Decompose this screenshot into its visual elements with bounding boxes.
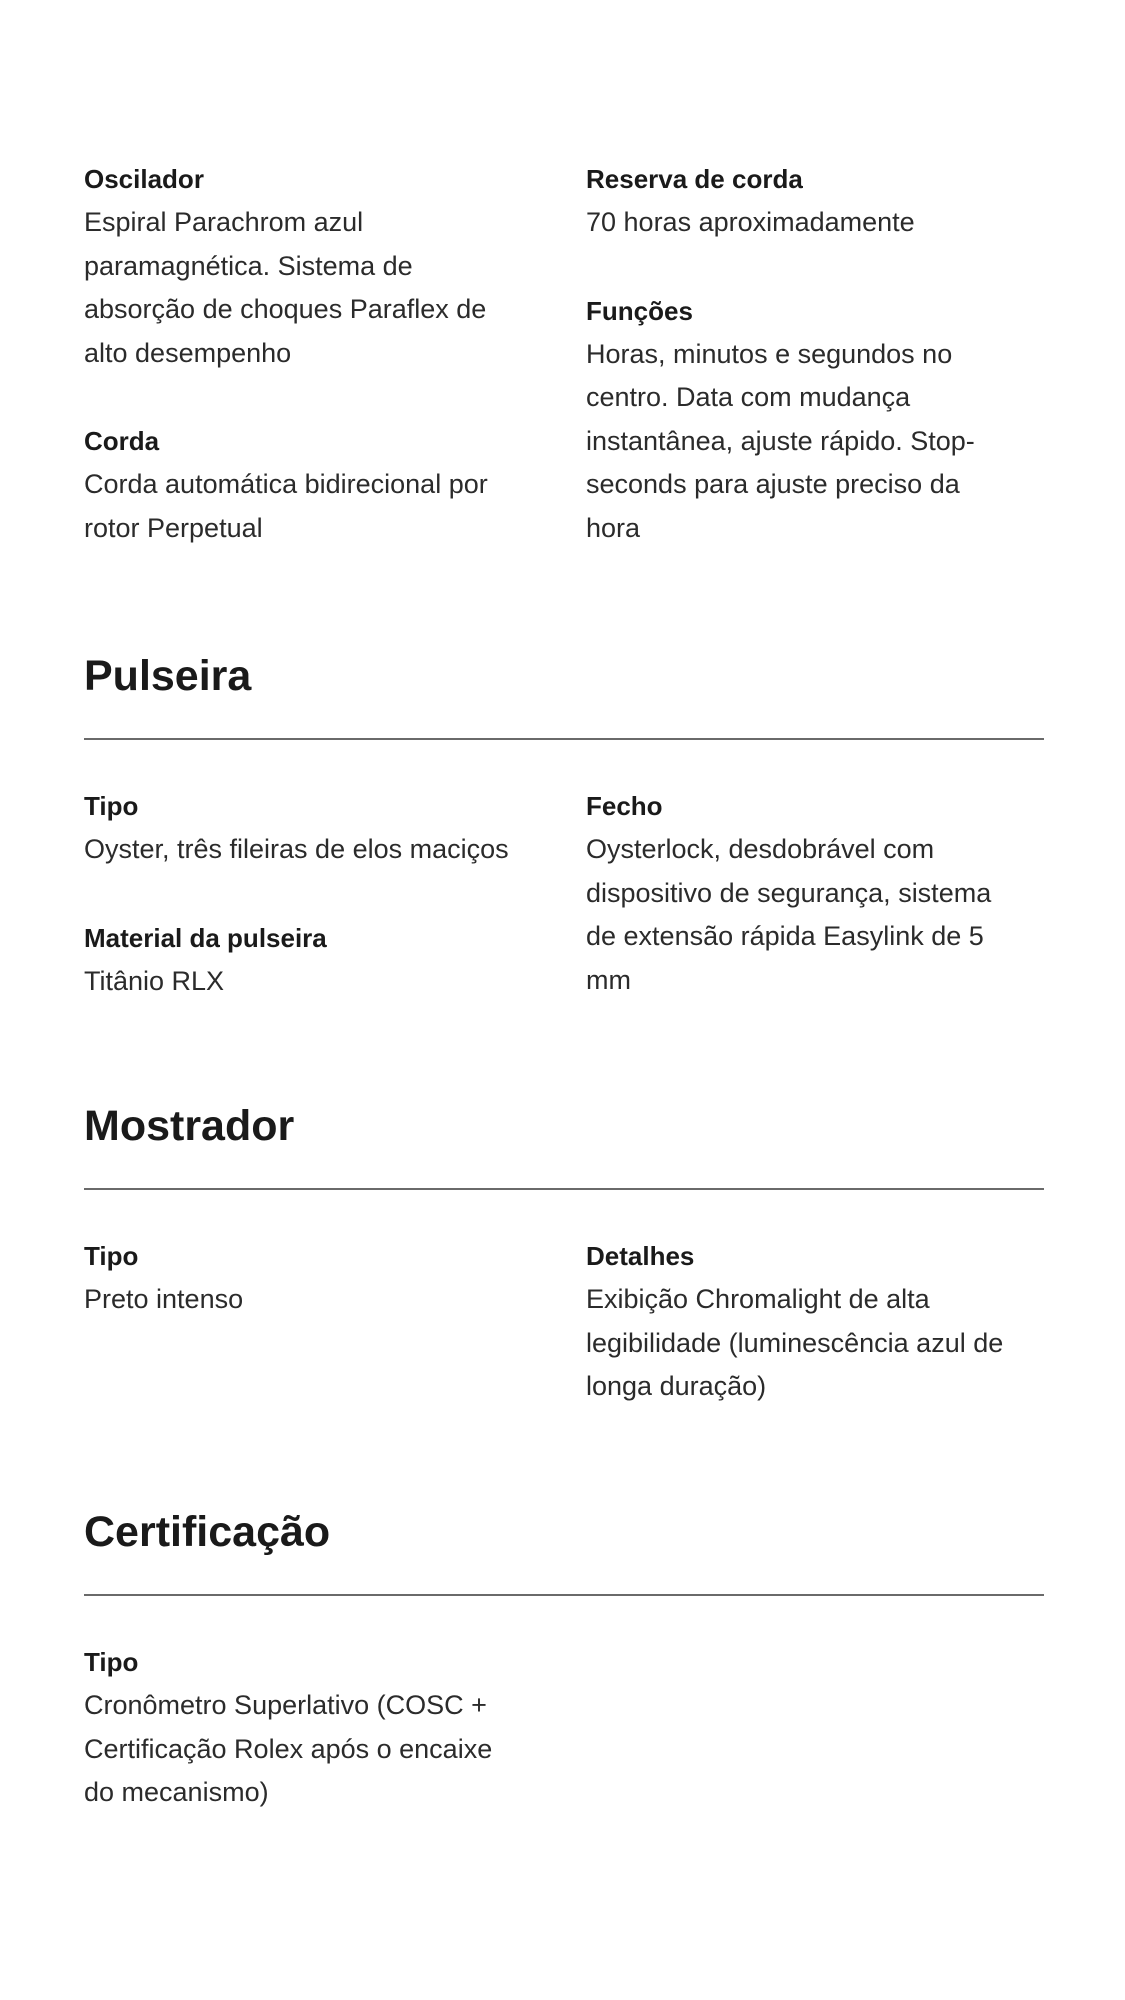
spec-value: Oyster, três fileiras de elos maciços [84,834,509,864]
spec-clasp [586,784,1044,1002]
dial-right-column [586,1234,1044,1409]
certification-right-column [586,1640,1044,1815]
spec-label: Corda [84,426,160,456]
movement-left-column [84,157,586,550]
spec-value: 70 horas aproximadamente [586,207,915,237]
spec-label: Fecho [586,791,663,821]
spec-label: Material da pulseira [84,922,327,953]
section-divider [84,1188,1044,1190]
section-title-dial: Mostrador [84,1102,295,1150]
spec-value: Titânio RLX [84,965,225,996]
spec-label: Reserva de corda [586,164,803,194]
spec-bracelet-material [84,916,586,1004]
spec-oscillator [84,157,586,375]
spec-value: Preto intenso [84,1284,244,1314]
certification-specs [84,1640,1044,1815]
bracelet-left-column [84,784,586,1003]
spec-power-reserve [586,157,1044,245]
spec-label: Tipo [84,1241,139,1271]
certification-left-column [84,1640,586,1815]
spec-label: Tipo [84,1647,139,1677]
bracelet-right-column [586,784,1044,1003]
spec-value: Espiral Parachrom azul paramagnética. Sistema de absorção de choques Paraflex de alto desempenho [84,207,487,368]
dial-left-column [84,1234,586,1409]
spec-label: Funções [586,295,693,326]
spec-value: Horas, minutos e segundos no centro. Data com mudança instantânea, ajuste rápido. Stop- seconds para ajuste preciso da hora [586,338,975,543]
spec-label: Oscilador [84,164,204,194]
bracelet-specs [84,784,1044,1003]
spec-functions [586,289,1044,551]
spec-value: Exibição Chromalight de alta legibilidade (luminescência azul de longa duração) [586,1284,1004,1401]
section-title-bracelet: Pulseira [84,652,252,700]
spec-label: Tipo [84,791,139,821]
spec-certification-type [84,1640,586,1815]
spec-bracelet-type [84,784,586,872]
spec-value: Corda automática bidirecional por rotor Perpetual [84,469,488,543]
spec-dial-type [84,1234,586,1322]
section-divider [84,738,1044,740]
section-divider [84,1594,1044,1596]
spec-dial-details [586,1234,1044,1409]
section-title-certification: Certificação [84,1508,331,1556]
movement-specs [84,157,1044,550]
movement-right-column [586,157,1044,550]
spec-label: Detalhes [586,1241,695,1271]
spec-winding [84,419,586,550]
dial-specs [84,1234,1044,1409]
spec-value: Cronômetro Superlativo (COSC + Certificação Rolex após o encaixe do mecanismo) [84,1690,493,1807]
spec-value: Oysterlock, desdobrável com dispositivo de segurança, sistema de extensão rápida Easylink de 5 mm [586,834,992,995]
